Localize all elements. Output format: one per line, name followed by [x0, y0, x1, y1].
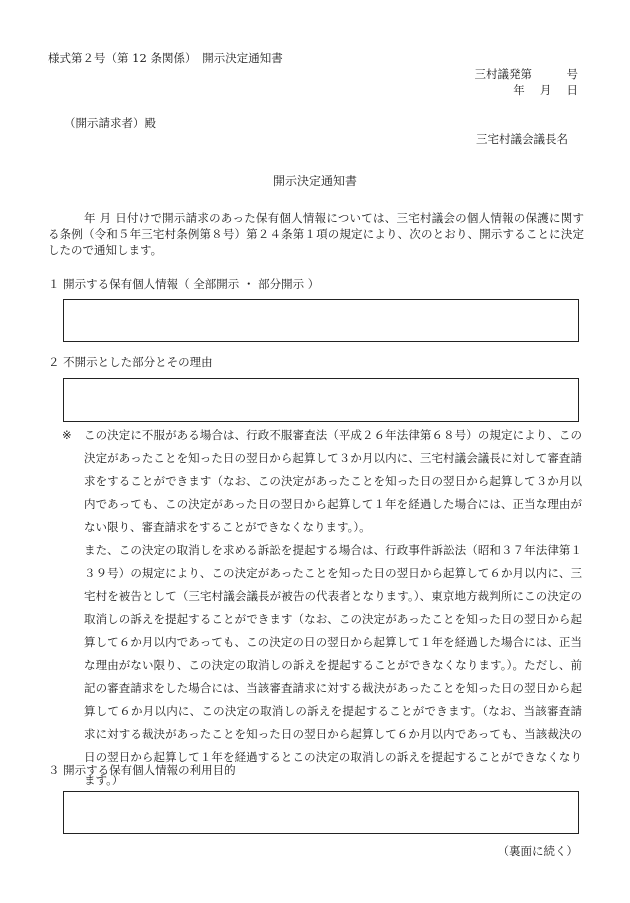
section-2-input-box[interactable] — [63, 378, 579, 422]
intro-text: 年 月 日付けで開示請求のあった保有個人情報については、三宅村議会の個人情報の保護に関する条例（令和５年三宅村条例第８号）第２４条第１項の規定により、次のとおり、開示することに決定したので通知します。 — [48, 211, 584, 257]
document-date: 年 月 日 — [513, 83, 578, 97]
lawsuit-note-text: また、この決定の取消しを求める訴訟を提起する場合は、行政事件訴訟法（昭和３７年法律第１３９号）の規定により、この決定があったことを知った日の翌日から起算して６か月以内に、三宅村を被告として（三宅村議会議長が被告の代表者となります。）、東京地方裁判所にこの決定の取消しの訴えを提起することができます（なお、この決定があったことを知った日の翌日から起算して６か月以内であっても、この決定の日の翌日から起算して１年を経過した場合には、正当な理由がない限り、この決定の取消しの訴えを提起することができなくなります。）。ただし、前記の審査請求をした場合には、当該審査請求に対する裁決があったことを知った日の翌日から起算して６か月以内に、この決定の取消しの訴えを提起することができます。（なお、当該審査請求に対する裁決があったことを知った日の翌日から起算して６か月以内であっても、当該裁決の日の翌日から起算して１年を経過するとこの決定の取消しの訴えを提起することができなくなります。） — [84, 543, 582, 787]
section-1-label: １ 開示する保有個人情報（ 全部開示 ・ 部分開示 ） — [48, 277, 320, 291]
intro-paragraph — [48, 210, 584, 258]
sender-name: 三宅村議会議長名 — [476, 132, 568, 146]
lawsuit-note — [62, 539, 582, 792]
section-2-label: ２ 不開示とした部分とその理由 — [48, 355, 213, 369]
form-number-label: 様式第２号（第 12 条関係） 開示決定通知書 — [48, 51, 283, 65]
note-mark: ※ — [62, 428, 72, 442]
document-number: 三村議発第 号 — [474, 67, 578, 81]
appeal-note-text: この決定に不服がある場合は、行政不服審査法（平成２６年法律第６８号）の規定により、この決定があったことを知った日の翌日から起算して３か月以内に、三宅村議会議長に対して審査請求をすることができます（なお、この決定があったことを知った日の翌日から起算して３か月以内であっても、この決定があった日の翌日から起算して１年を経過した場合には、正当な理由がない限り、審査請求をすることができなくなります。）。 — [84, 428, 582, 534]
continued-note: （裏面に続く） — [497, 844, 578, 858]
document-title: 開示決定通知書 — [272, 174, 357, 188]
appeal-note — [62, 424, 582, 539]
section-3-label: ３ 開示する保有個人情報の利用目的 — [48, 763, 236, 777]
section-3-input-box[interactable] — [63, 791, 579, 834]
addressee: （開示請求者）殿 — [64, 116, 156, 130]
section-1-input-box[interactable] — [63, 299, 579, 342]
document-number-block — [475, 66, 579, 98]
